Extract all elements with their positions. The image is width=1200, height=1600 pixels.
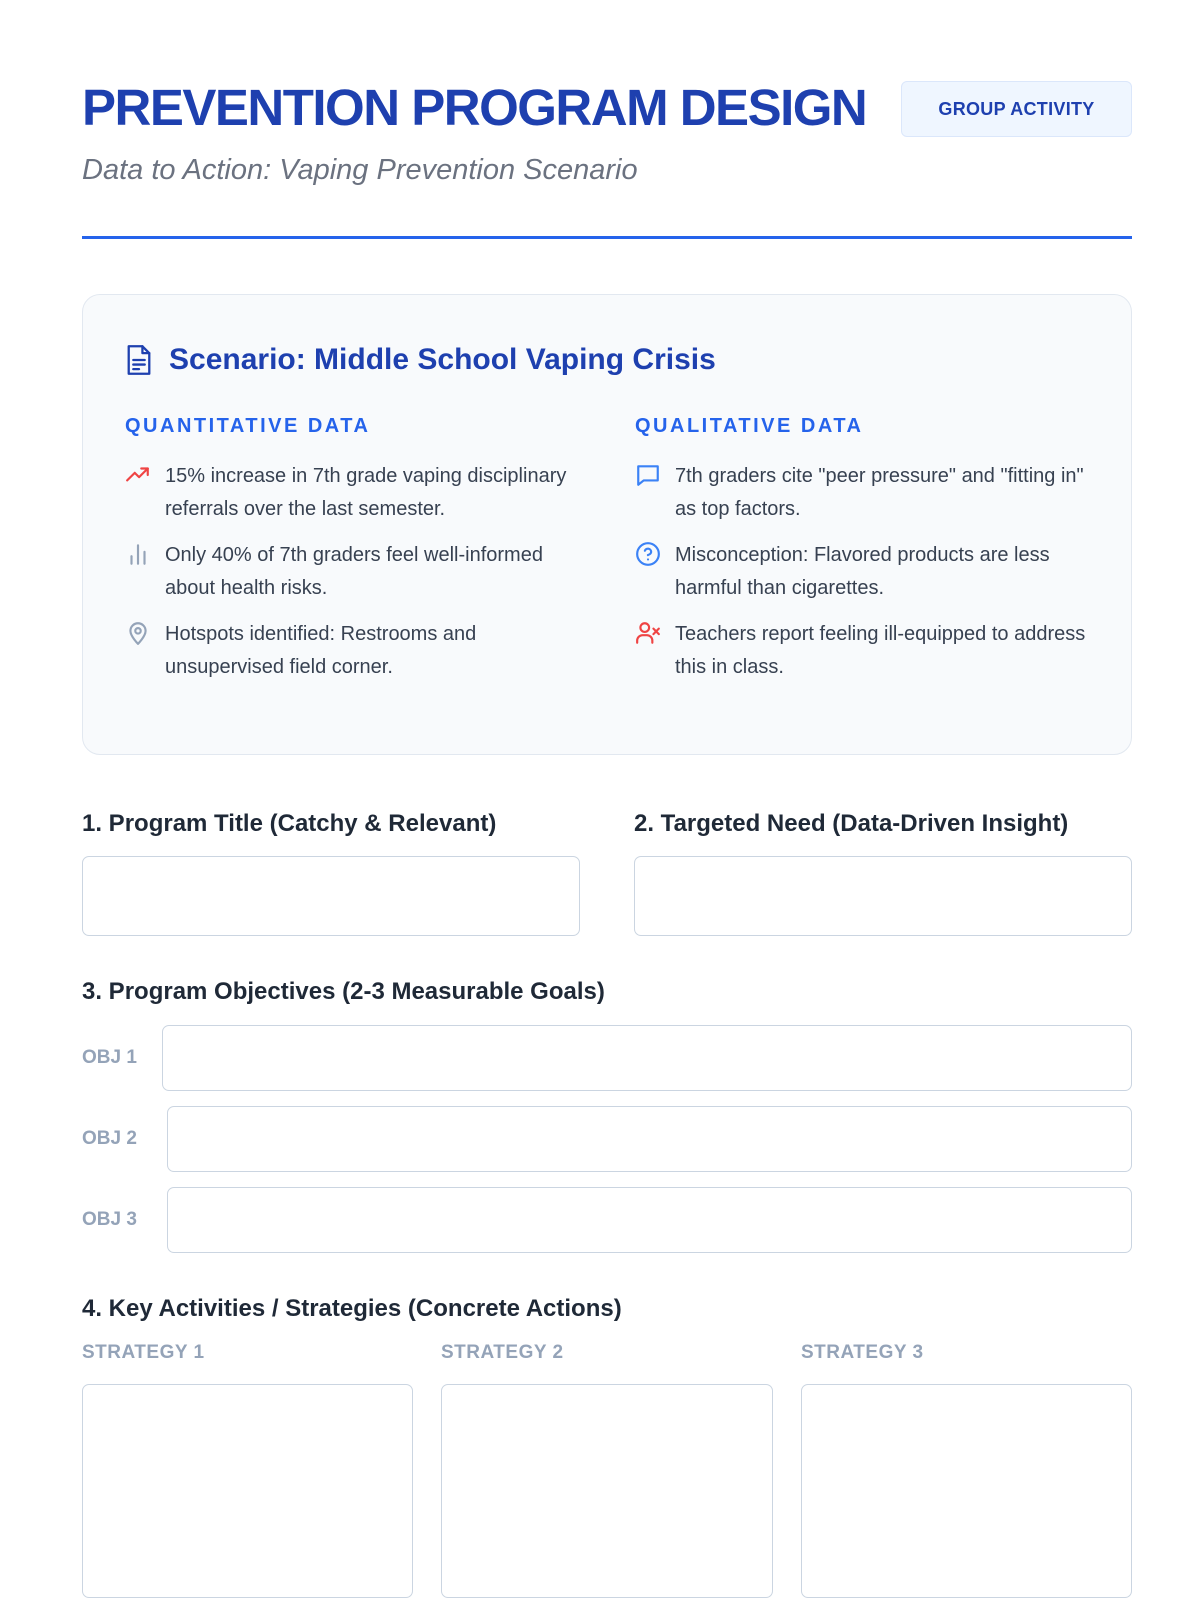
quantitative-heading: QUANTITATIVE DATA: [125, 415, 371, 437]
message-icon: [635, 462, 661, 488]
page-title: PREVENTION PROGRAM DESIGN: [82, 79, 867, 136]
qualitative-column: [635, 415, 1097, 697]
scenario-header: [125, 343, 716, 377]
bar-chart-icon: [125, 541, 151, 567]
list-item: [635, 539, 1097, 605]
map-pin-icon: [125, 620, 151, 646]
targeted-need-label: 2. Targeted Need (Data-Driven Insight): [634, 810, 1069, 837]
quantitative-item-text: Hotspots identified: Restrooms and unsupervised field corner.: [165, 623, 477, 678]
objective-1-label: OBJ 1: [82, 1047, 137, 1068]
program-title-label: 1. Program Title (Catchy & Relevant): [82, 810, 497, 837]
list-item: [125, 618, 587, 684]
objective-3-label: OBJ 3: [82, 1209, 137, 1230]
program-title-input[interactable]: [82, 856, 580, 936]
objective-2-input[interactable]: [167, 1106, 1132, 1172]
header-divider: [82, 236, 1132, 239]
strategies-label: 4. Key Activities / Strategies (Concrete Actions): [82, 1295, 622, 1322]
quantitative-column: [125, 415, 587, 697]
objective-1-input[interactable]: [162, 1025, 1132, 1091]
list-item: [635, 460, 1097, 526]
page-header: [82, 78, 1132, 238]
trending-up-icon: [125, 462, 151, 488]
qualitative-heading: QUALITATIVE DATA: [635, 415, 864, 437]
quantitative-item-text: Only 40% of 7th graders feel well-informed about health risks.: [165, 544, 543, 599]
document-icon: [125, 344, 153, 376]
qualitative-item-text: Teachers report feeling ill-equipped to address this in class.: [675, 623, 1086, 678]
scenario-title: Scenario: Middle School Vaping Crisis: [169, 343, 716, 376]
targeted-need-input[interactable]: [634, 856, 1132, 936]
list-item: [125, 460, 587, 526]
qualitative-item-text: Misconception: Flavored products are less harmful than cigarettes.: [675, 544, 1050, 599]
strategy-1-label: STRATEGY 1: [82, 1342, 205, 1363]
qualitative-item-text: 7th graders cite "peer pressure" and "fitting in" as top factors.: [675, 465, 1084, 520]
group-activity-badge: GROUP ACTIVITY: [901, 81, 1132, 137]
quantitative-item-text: 15% increase in 7th grade vaping disciplinary referrals over the last semester.: [165, 465, 567, 520]
page-subtitle: Data to Action: Vaping Prevention Scenario: [82, 154, 638, 186]
objectives-label: 3. Program Objectives (2-3 Measurable Goals): [82, 978, 605, 1005]
scenario-card: [82, 294, 1132, 755]
strategy-2-label: STRATEGY 2: [441, 1342, 564, 1363]
strategy-2-input[interactable]: [441, 1384, 773, 1598]
objective-2-label: OBJ 2: [82, 1128, 137, 1149]
strategy-1-input[interactable]: [82, 1384, 413, 1598]
help-circle-icon: [635, 541, 661, 567]
list-item: [125, 539, 587, 605]
strategy-3-label: STRATEGY 3: [801, 1342, 924, 1363]
strategy-3-input[interactable]: [801, 1384, 1132, 1598]
objective-3-input[interactable]: [167, 1187, 1132, 1253]
user-x-icon: [635, 620, 661, 646]
list-item: [635, 618, 1097, 684]
